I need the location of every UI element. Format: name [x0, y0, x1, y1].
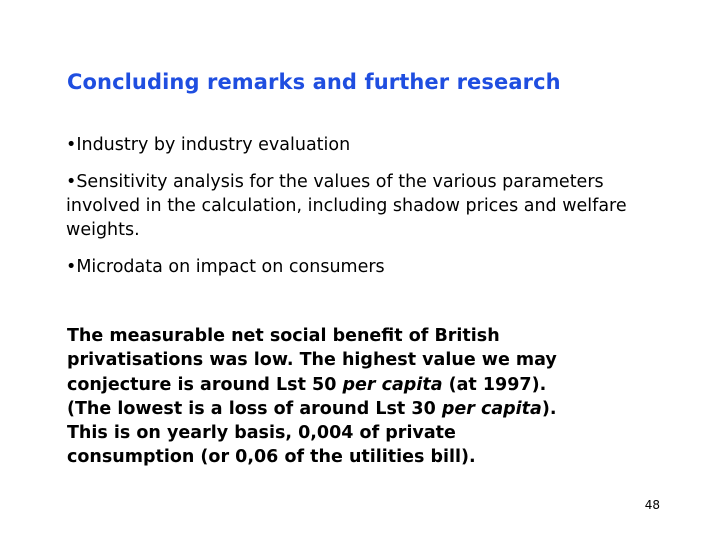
- slide-title: Concluding remarks and further research: [67, 70, 561, 94]
- conclusion-line-3-tail: (at 1997).: [442, 374, 547, 395]
- conclusion-line-3-text: conjecture is around Lst 50: [67, 374, 343, 395]
- conclusion-line-3: [67, 373, 667, 397]
- conclusion-line-4-tail: ).: [541, 398, 557, 419]
- conclusion-line-6: consumption (or 0,06 of the utilities bill).: [67, 447, 476, 468]
- bullet-industry-evaluation: •Industry by industry evaluation: [66, 135, 351, 155]
- per-capita-emphasis: per capita: [342, 374, 443, 395]
- conclusion-line-2: privatisations was low. The highest value we may: [67, 350, 557, 371]
- conclusion-line-4: [67, 397, 667, 421]
- bullet-microdata: •Microdata on impact on consumers: [66, 257, 385, 277]
- conclusion-line-4-text: (The lowest is a loss of around Lst 30: [67, 398, 442, 419]
- page-number: 48: [644, 498, 660, 512]
- per-capita-emphasis: per capita: [441, 398, 542, 419]
- bullet-sensitivity-analysis: •Sensitivity analysis for the values of the various parameters involved in the calculation, including shadow prices and welfare weights.: [66, 172, 627, 240]
- conclusion-paragraph: [67, 324, 667, 470]
- conclusion-line-5: This is on yearly basis, 0,004 of private: [67, 423, 456, 444]
- conclusion-line-1: The measurable net social benefit of British: [67, 326, 500, 346]
